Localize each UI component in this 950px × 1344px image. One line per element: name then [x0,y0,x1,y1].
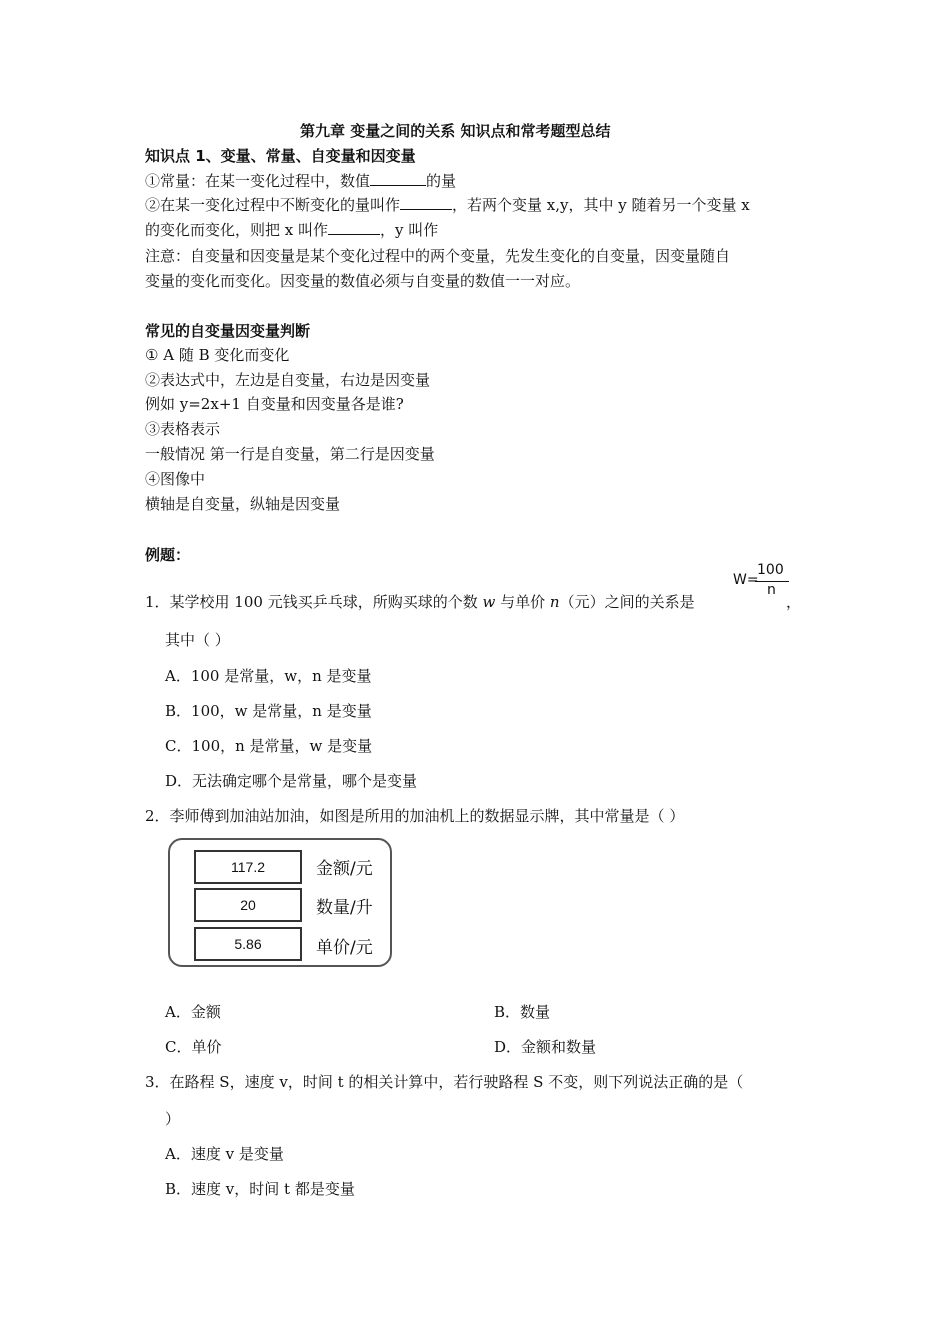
common-item: ① A 随 B 变化而变化 [145,346,290,364]
q2-text: 2．李师傅到加油站加油，如图是所用的加油机上的数据显示牌，其中常量是（ ） [145,807,685,825]
q1-line-2: 其中（ ） [165,631,230,649]
pump-quantity-value: 20 [194,888,302,922]
kp1-line-1-a: ①常量：在某一变化过程中，数值 [145,172,371,190]
option-text: 速度 v，时间 t 都是变量 [191,1180,355,1198]
option-text: 单价 [191,1038,222,1056]
q1-option-a[interactable] [165,665,372,686]
common-item: 例如 y=2x+1 自变量和因变量各是谁? [145,395,404,413]
q3-text-close: ） [165,1110,181,1128]
q2-option-a[interactable] [165,1001,221,1022]
option-label: D． [165,772,193,790]
pump-unit-price-value: 5.86 [194,927,302,961]
kp1-line-1-b: 的量 [426,172,457,190]
common-item: ④图像中 [145,470,206,488]
pump-amount-label: 金额/元 [316,859,373,879]
option-text: 速度 v 是变量 [190,1145,284,1163]
q1-text [145,591,695,612]
option-label: A． [165,1145,191,1163]
q1-comma: ， [786,593,802,611]
q1-option-c[interactable] [165,735,372,756]
option-text: 100，n 是常量，w 是变量 [191,737,373,755]
option-label: A． [165,667,191,685]
pump-amount-value: 117.2 [194,850,302,884]
option-label: A． [165,1003,191,1021]
q2-option-c[interactable] [165,1036,222,1057]
option-text: 数量 [520,1003,551,1021]
common-item: ③表格表示 [145,420,221,438]
q1-var-n: n [549,593,560,611]
q3-option-a[interactable] [165,1143,284,1164]
formula-numerator: 100 [757,562,784,578]
pump-unit-price-label: 单价/元 [316,938,373,958]
fill-blank [400,195,452,210]
fill-blank [328,220,380,235]
kp1-line-2-b: ，若两个变量 x,y，其中 y 随着另一个变量 x [452,196,750,214]
q3-text: 3．在路程 S，速度 v，时间 t 的相关计算中，若行驶路程 S 不变，则下列说法正确的是（ [145,1073,744,1091]
kp1-line-2 [145,194,750,215]
examples-heading: 例题： [145,546,191,564]
option-text: 100 是常量，w，n 是变量 [190,667,372,685]
kp1-heading: 知识点 1、变量、常量、自变量和因变量 [145,147,416,165]
page-title: 第九章 变量之间的关系 知识点和常考题型总结 [300,122,611,140]
formula-w: W= [733,572,759,588]
kp1-line-2-a: ②在某一变化过程中不断变化的量叫作 [145,196,401,214]
common-item: 一般情况 第一行是自变量，第二行是因变量 [145,445,435,463]
q2-option-b[interactable] [494,1001,550,1022]
kp1-line-3-a: 的变化而变化，则把 x 叫作 [145,221,328,239]
fill-blank [370,171,426,186]
common-item: ②表达式中，左边是自变量，右边是因变量 [145,371,431,389]
option-label: D． [494,1038,522,1056]
kp1-line-3 [145,219,438,240]
option-text: 无法确定哪个是常量，哪个是变量 [192,772,418,790]
option-text: 金额和数量 [521,1038,597,1056]
q1-text-c: （元）之间的关系是 [559,593,695,611]
common-item: 横轴是自变量，纵轴是因变量 [145,495,341,513]
option-text: 金额 [190,1003,221,1021]
option-label: B． [165,1180,192,1198]
q1-option-d[interactable] [165,770,417,791]
option-label: B． [494,1003,521,1021]
option-text: 100，w 是常量，n 是变量 [191,702,372,720]
pump-quantity-label: 数量/升 [316,898,373,918]
q1-text-a: 1．某学校用 100 元钱买乒乓球，所购买球的个数 [145,593,478,611]
common-heading: 常见的自变量因变量判断 [145,322,311,340]
kp1-line-3-b: ，y 叫作 [380,221,439,239]
kp1-line-1 [145,170,456,191]
q3-option-b[interactable] [165,1178,355,1199]
q1-text-b: 与单价 [500,593,546,611]
formula-denominator: n [767,582,776,598]
option-label: C． [165,737,192,755]
q1-var-w: w [482,593,496,611]
q2-option-d[interactable] [494,1036,596,1057]
kp1-note-2: 变量的变化而变化。因变量的数值必须与自变量的数值一一对应。 [145,272,581,290]
q1-option-b[interactable] [165,700,372,721]
fuel-pump-display [168,838,392,967]
option-label: C． [165,1038,192,1056]
kp1-note-1: 注意：自变量和因变量是某个变化过程中的两个变量，先发生变化的自变量，因变量随自 [145,247,731,265]
option-label: B． [165,702,192,720]
